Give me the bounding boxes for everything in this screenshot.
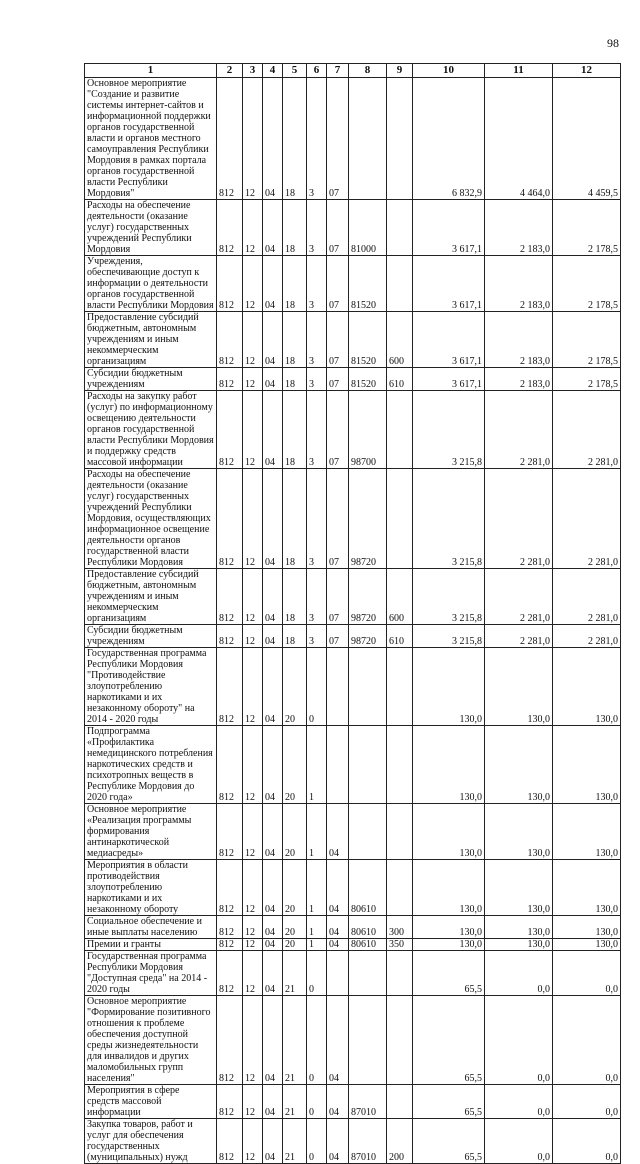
amount-2019-cell: 130,0 [413,916,485,939]
activity-code-cell: 07 [327,469,349,569]
section-code-cell: 12 [243,569,263,625]
amount-2021-cell: 130,0 [553,804,621,860]
table-row [85,368,621,391]
section-code-cell: 12 [243,916,263,939]
activity-code-cell: 07 [327,200,349,256]
row-name-cell: Расходы на обеспечение деятельности (оказание услуг) государственных учреждений Республики Мордовия, осуществляющих информационное освещение деятельности органов государственной власти Республики Мордовия [85,469,217,569]
row-name-cell: Социальное обеспечение и иные выплаты населению [85,916,217,939]
header-cell: 6 [307,64,327,78]
amount-2020-cell: 2 183,0 [485,256,553,312]
expense-type-code-cell [387,860,413,916]
row-name-cell: Расходы на закупку работ (услуг) по информационному освещению деятельности органов государственной власти Республики Мордовия и поддержку средств массовой информации [85,391,217,469]
program-code-cell: 18 [283,256,307,312]
amount-2020-cell: 2 281,0 [485,625,553,648]
subprogram-code-cell: 0 [307,648,327,726]
section-code-cell: 12 [243,200,263,256]
expense-code-cell [349,78,387,200]
section-code-cell: 12 [243,368,263,391]
row-name-cell: Учреждения, обеспечивающие доступ к информации о деятельности органов государственной власти Республики Мордовия [85,256,217,312]
expense-code-cell: 98720 [349,469,387,569]
expense-type-code-cell [387,648,413,726]
expense-code-cell: 98720 [349,569,387,625]
header-cell: 2 [217,64,243,78]
subsection-code-cell: 04 [263,200,283,256]
header-cell: 4 [263,64,283,78]
program-code-cell: 18 [283,368,307,391]
expense-type-code-cell: 610 [387,625,413,648]
admin-code-cell: 812 [217,1119,243,1164]
amount-2020-cell: 130,0 [485,939,553,951]
program-code-cell: 18 [283,469,307,569]
amount-2020-cell: 130,0 [485,916,553,939]
subprogram-code-cell: 3 [307,256,327,312]
header-cell: 3 [243,64,263,78]
amount-2021-cell: 130,0 [553,648,621,726]
subprogram-code-cell: 1 [307,939,327,951]
table-row [85,200,621,256]
expense-type-code-cell [387,1085,413,1119]
admin-code-cell: 812 [217,569,243,625]
activity-code-cell: 07 [327,312,349,368]
row-name-cell: Подпрограмма «Профилактика немедицинского потребления наркотических средств и психотропных веществ в Республике Мордовия до 2020 года» [85,726,217,804]
program-code-cell: 18 [283,391,307,469]
amount-2021-cell: 0,0 [553,1085,621,1119]
subsection-code-cell: 04 [263,996,283,1085]
header-cell: 1 [85,64,217,78]
table-row [85,1085,621,1119]
admin-code-cell: 812 [217,916,243,939]
amount-2020-cell: 2 183,0 [485,312,553,368]
program-code-cell: 18 [283,569,307,625]
table-row [85,1119,621,1164]
program-code-cell: 20 [283,916,307,939]
row-name-cell: Закупка товаров, работ и услуг для обеспечения государственных (муниципальных) нужд [85,1119,217,1164]
subprogram-code-cell: 0 [307,1119,327,1164]
subprogram-code-cell: 1 [307,916,327,939]
amount-2021-cell: 2 281,0 [553,625,621,648]
expense-type-code-cell [387,78,413,200]
activity-code-cell: 07 [327,391,349,469]
expense-type-code-cell: 200 [387,1119,413,1164]
subsection-code-cell: 04 [263,804,283,860]
subsection-code-cell: 04 [263,625,283,648]
subprogram-code-cell: 1 [307,726,327,804]
subprogram-code-cell: 1 [307,804,327,860]
subsection-code-cell: 04 [263,951,283,996]
amount-2020-cell: 0,0 [485,1085,553,1119]
table-row [85,78,621,200]
expense-type-code-cell [387,469,413,569]
admin-code-cell: 812 [217,726,243,804]
table-row [85,648,621,726]
activity-code-cell: 07 [327,256,349,312]
activity-code-cell: 04 [327,996,349,1085]
amount-2021-cell: 4 459,5 [553,78,621,200]
admin-code-cell: 812 [217,648,243,726]
subsection-code-cell: 04 [263,1119,283,1164]
subsection-code-cell: 04 [263,368,283,391]
activity-code-cell: 04 [327,939,349,951]
amount-2019-cell: 130,0 [413,726,485,804]
amount-2020-cell: 2 281,0 [485,469,553,569]
program-code-cell: 20 [283,726,307,804]
table-row [85,804,621,860]
amount-2019-cell: 130,0 [413,860,485,916]
admin-code-cell: 812 [217,804,243,860]
activity-code-cell: 07 [327,78,349,200]
amount-2019-cell: 3 617,1 [413,368,485,391]
amount-2019-cell: 3 215,8 [413,569,485,625]
subsection-code-cell: 04 [263,312,283,368]
section-code-cell: 12 [243,951,263,996]
table-row [85,951,621,996]
header-cell: 9 [387,64,413,78]
amount-2020-cell: 0,0 [485,996,553,1085]
program-code-cell: 18 [283,200,307,256]
section-code-cell: 12 [243,1119,263,1164]
subprogram-code-cell: 3 [307,391,327,469]
amount-2019-cell: 3 215,8 [413,469,485,569]
amount-2019-cell: 3 617,1 [413,200,485,256]
table-row [85,625,621,648]
admin-code-cell: 812 [217,391,243,469]
program-code-cell: 18 [283,625,307,648]
amount-2021-cell: 130,0 [553,916,621,939]
amount-2021-cell: 2 281,0 [553,569,621,625]
admin-code-cell: 812 [217,200,243,256]
subprogram-code-cell: 3 [307,469,327,569]
program-code-cell: 21 [283,996,307,1085]
table-row [85,391,621,469]
admin-code-cell: 812 [217,951,243,996]
row-name-cell: Мероприятия в сфере средств массовой информации [85,1085,217,1119]
section-code-cell: 12 [243,625,263,648]
amount-2019-cell: 65,5 [413,1119,485,1164]
section-code-cell: 12 [243,648,263,726]
amount-2020-cell: 2 183,0 [485,368,553,391]
table-row [85,860,621,916]
admin-code-cell: 812 [217,996,243,1085]
amount-2019-cell: 3 617,1 [413,312,485,368]
expense-code-cell: 87010 [349,1085,387,1119]
expense-code-cell: 87010 [349,1119,387,1164]
admin-code-cell: 812 [217,312,243,368]
row-name-cell: Основное мероприятие "Создание и развитие системы интернет-сайтов и информационной поддержки органов государственной власти и органов местного самоуправления Республики Мордовия в рамках портала органов государственной власти Республики Мордовия" [85,78,217,200]
header-cell: 10 [413,64,485,78]
subprogram-code-cell: 3 [307,78,327,200]
amount-2019-cell: 6 832,9 [413,78,485,200]
row-name-cell: Государственная программа Республики Мордовия "Противодействие злоупотреблению наркотиками и их незаконному обороту" на 2014 - 2020 годы [85,648,217,726]
subsection-code-cell: 04 [263,916,283,939]
amount-2021-cell: 0,0 [553,951,621,996]
section-code-cell: 12 [243,312,263,368]
program-code-cell: 21 [283,1119,307,1164]
expense-code-cell: 81520 [349,368,387,391]
amount-2020-cell: 2 183,0 [485,200,553,256]
expense-type-code-cell: 350 [387,939,413,951]
amount-2019-cell: 3 215,8 [413,391,485,469]
admin-code-cell: 812 [217,1085,243,1119]
expense-code-cell: 81520 [349,256,387,312]
amount-2020-cell: 130,0 [485,726,553,804]
header-cell: 5 [283,64,307,78]
amount-2019-cell: 3 215,8 [413,625,485,648]
row-name-cell: Мероприятия в области противодействия злоупотреблению наркотиками и их незаконному обороту [85,860,217,916]
section-code-cell: 12 [243,469,263,569]
table-row [85,916,621,939]
subsection-code-cell: 04 [263,391,283,469]
amount-2021-cell: 2 281,0 [553,469,621,569]
row-name-cell: Субсидии бюджетным учреждениям [85,368,217,391]
subsection-code-cell: 04 [263,569,283,625]
amount-2021-cell: 2 178,5 [553,368,621,391]
header-cell: 7 [327,64,349,78]
row-name-cell: Государственная программа Республики Мордовия "Доступная среда" на 2014 - 2020 годы [85,951,217,996]
table-row [85,996,621,1085]
admin-code-cell: 812 [217,860,243,916]
admin-code-cell: 812 [217,78,243,200]
expense-code-cell [349,951,387,996]
subsection-code-cell: 04 [263,1085,283,1119]
amount-2020-cell: 0,0 [485,951,553,996]
table-row [85,939,621,951]
amount-2021-cell: 2 178,5 [553,200,621,256]
subsection-code-cell: 04 [263,860,283,916]
expense-code-cell [349,996,387,1085]
amount-2019-cell: 130,0 [413,939,485,951]
expense-code-cell: 98720 [349,625,387,648]
amount-2021-cell: 2 281,0 [553,391,621,469]
row-name-cell: Субсидии бюджетным учреждениям [85,625,217,648]
header-cell: 12 [553,64,621,78]
header-row [85,64,621,78]
admin-code-cell: 812 [217,939,243,951]
program-code-cell: 20 [283,860,307,916]
amount-2021-cell: 130,0 [553,860,621,916]
subsection-code-cell: 04 [263,726,283,804]
subsection-code-cell: 04 [263,939,283,951]
row-name-cell: Предоставление субсидий бюджетным, автономным учреждениям и иным некоммерческим организациям [85,312,217,368]
amount-2019-cell: 65,5 [413,996,485,1085]
amount-2021-cell: 2 178,5 [553,256,621,312]
row-name-cell: Предоставление субсидий бюджетным, автономным учреждениям и иным некоммерческим организациям [85,569,217,625]
amount-2021-cell: 0,0 [553,1119,621,1164]
activity-code-cell: 04 [327,916,349,939]
expense-type-code-cell [387,200,413,256]
amount-2020-cell: 2 281,0 [485,569,553,625]
expense-type-code-cell [387,391,413,469]
row-name-cell: Премии и гранты [85,939,217,951]
amount-2020-cell: 4 464,0 [485,78,553,200]
subprogram-code-cell: 3 [307,569,327,625]
activity-code-cell: 07 [327,625,349,648]
row-name-cell: Расходы на обеспечение деятельности (оказание услуг) государственных учреждений Республики Мордовия [85,200,217,256]
amount-2021-cell: 130,0 [553,726,621,804]
expense-type-code-cell [387,256,413,312]
subsection-code-cell: 04 [263,256,283,312]
program-code-cell: 20 [283,939,307,951]
subsection-code-cell: 04 [263,469,283,569]
subprogram-code-cell: 1 [307,860,327,916]
subprogram-code-cell: 3 [307,625,327,648]
amount-2020-cell: 130,0 [485,804,553,860]
program-code-cell: 18 [283,312,307,368]
program-code-cell: 21 [283,951,307,996]
section-code-cell: 12 [243,996,263,1085]
section-code-cell: 12 [243,78,263,200]
activity-code-cell [327,648,349,726]
activity-code-cell: 04 [327,1119,349,1164]
activity-code-cell: 04 [327,804,349,860]
section-code-cell: 12 [243,860,263,916]
expense-code-cell [349,804,387,860]
admin-code-cell: 812 [217,469,243,569]
page-number: 98 [607,36,619,50]
section-code-cell: 12 [243,726,263,804]
table-row [85,256,621,312]
program-code-cell: 21 [283,1085,307,1119]
amount-2021-cell: 0,0 [553,996,621,1085]
expense-type-code-cell [387,996,413,1085]
header-cell: 8 [349,64,387,78]
admin-code-cell: 812 [217,368,243,391]
subsection-code-cell: 04 [263,78,283,200]
table-row [85,469,621,569]
amount-2019-cell: 130,0 [413,648,485,726]
subprogram-code-cell: 0 [307,996,327,1085]
amount-2021-cell: 2 178,5 [553,312,621,368]
section-code-cell: 12 [243,939,263,951]
section-code-cell: 12 [243,256,263,312]
section-code-cell: 12 [243,804,263,860]
activity-code-cell [327,726,349,804]
subprogram-code-cell: 0 [307,951,327,996]
program-code-cell: 20 [283,648,307,726]
admin-code-cell: 812 [217,256,243,312]
expense-type-code-cell: 600 [387,569,413,625]
activity-code-cell [327,951,349,996]
activity-code-cell: 04 [327,860,349,916]
table-row [85,569,621,625]
expense-code-cell [349,726,387,804]
header-cell: 11 [485,64,553,78]
admin-code-cell: 812 [217,625,243,648]
amount-2019-cell: 65,5 [413,951,485,996]
amount-2019-cell: 65,5 [413,1085,485,1119]
amount-2020-cell: 0,0 [485,1119,553,1164]
amount-2020-cell: 2 281,0 [485,391,553,469]
amount-2020-cell: 130,0 [485,648,553,726]
expense-type-code-cell [387,726,413,804]
subsection-code-cell: 04 [263,648,283,726]
section-code-cell: 12 [243,391,263,469]
amount-2021-cell: 130,0 [553,939,621,951]
expense-type-code-cell: 600 [387,312,413,368]
amount-2019-cell: 130,0 [413,804,485,860]
row-name-cell: Основное мероприятие "Формирование позитивного отношения к проблеме обеспечения доступной среды жизнедеятельности для инвалидов и других маломобильных групп населения" [85,996,217,1085]
subprogram-code-cell: 0 [307,1085,327,1119]
activity-code-cell: 07 [327,368,349,391]
subprogram-code-cell: 3 [307,200,327,256]
table-row [85,726,621,804]
expense-code-cell: 80610 [349,860,387,916]
expense-code-cell: 81520 [349,312,387,368]
expense-code-cell: 80610 [349,916,387,939]
subprogram-code-cell: 3 [307,368,327,391]
section-code-cell: 12 [243,1085,263,1119]
activity-code-cell: 07 [327,569,349,625]
activity-code-cell: 04 [327,1085,349,1119]
expense-code-cell: 98700 [349,391,387,469]
amount-2019-cell: 3 617,1 [413,256,485,312]
expense-type-code-cell [387,951,413,996]
expense-type-code-cell: 610 [387,368,413,391]
expense-code-cell: 81000 [349,200,387,256]
program-code-cell: 18 [283,78,307,200]
program-code-cell: 20 [283,804,307,860]
amount-2020-cell: 130,0 [485,860,553,916]
row-name-cell: Основное мероприятие «Реализация программы формирования антинаркотической медиасреды» [85,804,217,860]
budget-table [84,63,621,1164]
expense-code-cell: 80610 [349,939,387,951]
expense-type-code-cell [387,804,413,860]
expense-code-cell [349,648,387,726]
subprogram-code-cell: 3 [307,312,327,368]
expense-type-code-cell: 300 [387,916,413,939]
table-row [85,312,621,368]
